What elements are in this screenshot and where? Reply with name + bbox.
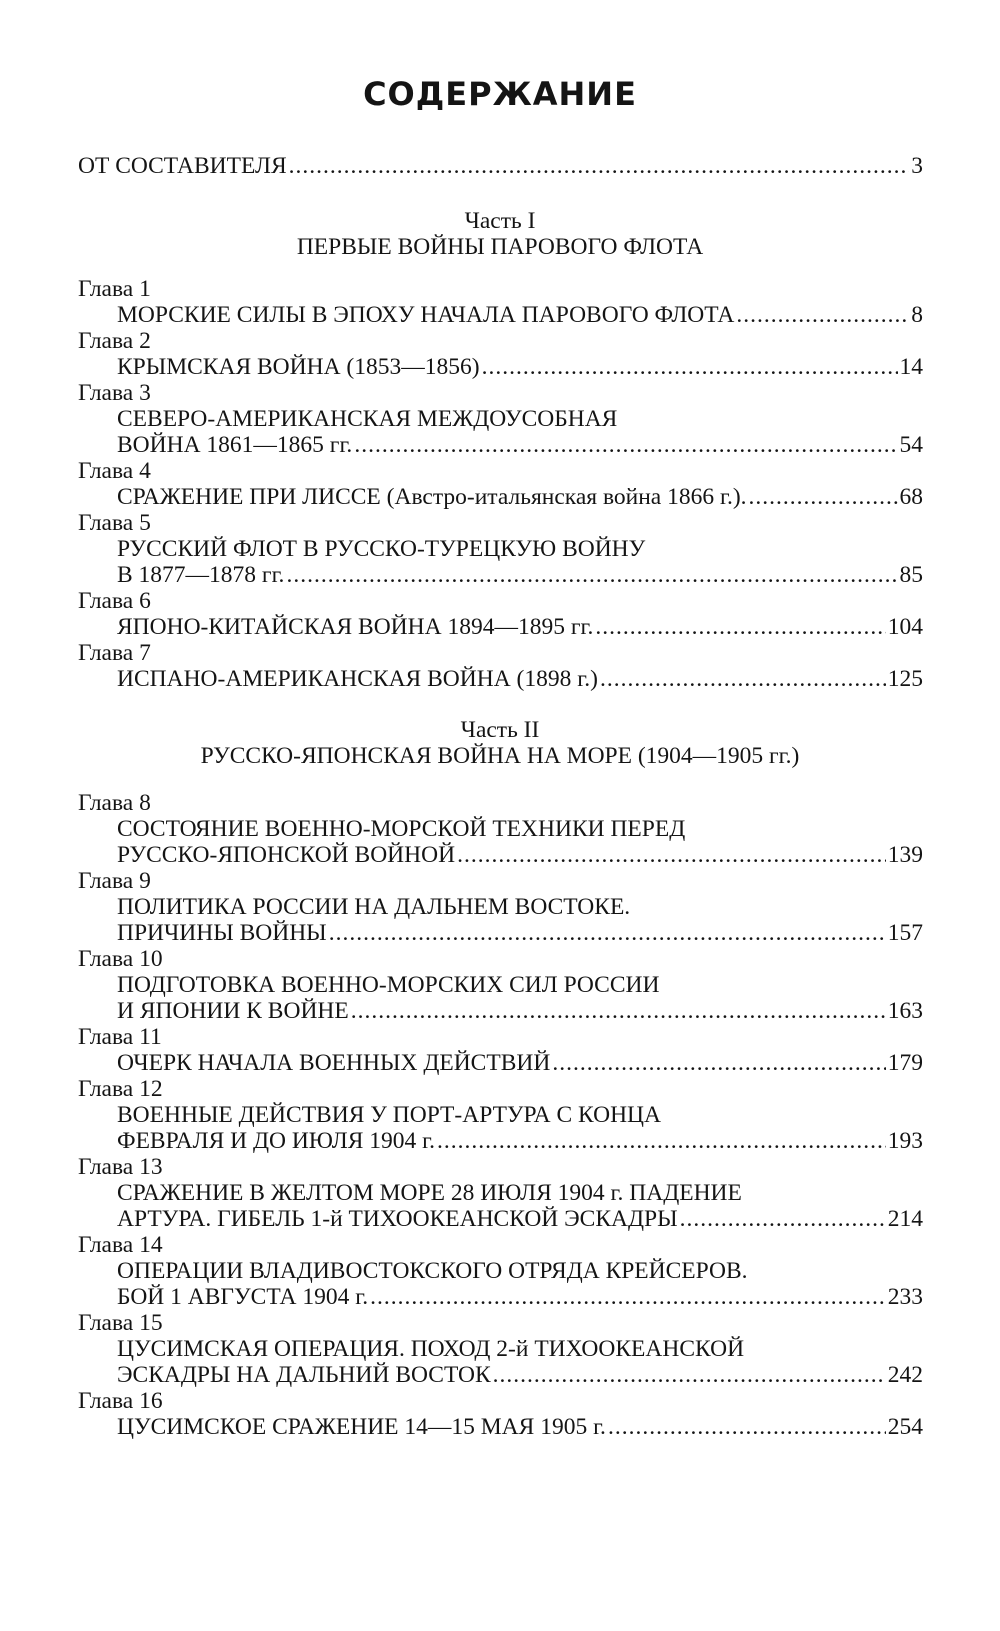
entry-title-line: ПОЛИТИКА РОССИИ НА ДАЛЬНЕМ ВОСТОКЕ. [117, 894, 631, 920]
entry-page-number: 254 [887, 1414, 923, 1440]
entry-title-line: РУССКИЙ ФЛОТ В РУССКО-ТУРЕЦКУЮ ВОЙНУ [117, 536, 646, 562]
entry-page-number: 68 [899, 484, 923, 510]
toc-entry[interactable] [117, 354, 923, 380]
page-title: СОДЕРЖАНИЕ [363, 75, 637, 113]
entry-page-number: 3 [911, 153, 923, 179]
entry-title: БОЙ 1 АВГУСТА 1904 г. [117, 1284, 369, 1310]
dot-leader [286, 562, 897, 588]
dot-leader [736, 302, 909, 328]
entry-title: ОТ СОСТАВИТЕЛЯ [78, 153, 287, 179]
dot-leader [749, 484, 898, 510]
toc-entry[interactable] [117, 998, 923, 1024]
dot-leader [608, 1414, 886, 1440]
toc-entry[interactable] [117, 1414, 923, 1440]
dot-leader [437, 1128, 886, 1154]
entry-title: ОЧЕРК НАЧАЛА ВОЕННЫХ ДЕЙСТВИЙ [117, 1050, 551, 1076]
dot-leader [552, 1050, 885, 1076]
entry-page-number: 8 [911, 302, 923, 328]
dot-leader [680, 1206, 886, 1232]
entry-title-line: СРАЖЕНИЕ В ЖЕЛТОМ МОРЕ 28 ИЮЛЯ 1904 г. ПАДЕНИЕ [117, 1180, 742, 1206]
chapter-label: Глава 3 [78, 380, 151, 406]
entry-title: И ЯПОНИИ К ВОЙНЕ [117, 998, 349, 1024]
entry-title-line: ЦУСИМСКАЯ ОПЕРАЦИЯ. ПОХОД 2-й ТИХООКЕАНСКОЙ [117, 1336, 745, 1362]
entry-title: ЭСКАДРЫ НА ДАЛЬНИЙ ВОСТОК [117, 1362, 491, 1388]
toc-entry[interactable] [117, 432, 923, 458]
entry-title: РУССКО-ЯПОНСКОЙ ВОЙНОЙ [117, 842, 456, 868]
dot-leader [457, 842, 886, 868]
toc-entry[interactable] [117, 484, 923, 510]
dot-leader [289, 153, 910, 179]
part-2-label: Часть II [460, 717, 540, 743]
chapter-label: Глава 2 [78, 328, 151, 354]
entry-title: ВОЙНА 1861—1865 гг. [117, 432, 353, 458]
entry-title: МОРСКИЕ СИЛЫ В ЭПОХУ НАЧАЛА ПАРОВОГО ФЛОТА [117, 302, 735, 328]
entry-page-number: 54 [899, 432, 923, 458]
part-2-name: РУССКО-ЯПОНСКАЯ ВОЙНА НА МОРЕ (1904—1905 гг.) [200, 743, 800, 769]
toc-entry[interactable] [117, 1050, 923, 1076]
toc-entry[interactable] [117, 302, 923, 328]
toc-entry[interactable] [117, 1284, 923, 1310]
entry-page-number: 163 [887, 998, 923, 1024]
toc-entry[interactable] [117, 666, 923, 692]
entry-title: ИСПАНО-АМЕРИКАНСКАЯ ВОЙНА (1898 г.) [117, 666, 598, 692]
entry-title: ЦУСИМСКОЕ СРАЖЕНИЕ 14—15 МАЯ 1905 г. [117, 1414, 606, 1440]
chapter-label: Глава 13 [78, 1154, 163, 1180]
chapter-label: Глава 16 [78, 1388, 163, 1414]
toc-entry[interactable] [117, 920, 923, 946]
dot-leader [493, 1362, 886, 1388]
entry-page-number: 214 [887, 1206, 923, 1232]
entry-title: В 1877—1878 гг. [117, 562, 285, 588]
dot-leader [482, 354, 898, 380]
dot-leader [370, 1284, 886, 1310]
part-1-label: Часть I [464, 208, 536, 234]
toc-entry[interactable] [117, 1362, 923, 1388]
chapter-label: Глава 9 [78, 868, 151, 894]
toc-entry[interactable] [117, 1128, 923, 1154]
dot-leader [329, 920, 886, 946]
chapter-label: Глава 4 [78, 458, 151, 484]
chapter-label: Глава 7 [78, 640, 151, 666]
toc-entry[interactable] [117, 842, 923, 868]
entry-page-number: 179 [887, 1050, 923, 1076]
dot-leader [595, 614, 885, 640]
chapter-label: Глава 11 [78, 1024, 162, 1050]
entry-page-number: 157 [887, 920, 923, 946]
entry-title-line: СЕВЕРО-АМЕРИКАНСКАЯ МЕЖДОУСОБНАЯ [117, 406, 618, 432]
chapter-label: Глава 8 [78, 790, 151, 816]
entry-page-number: 125 [887, 666, 923, 692]
entry-page-number: 193 [887, 1128, 923, 1154]
dot-leader [600, 666, 886, 692]
dot-leader [354, 432, 897, 458]
entry-page-number: 14 [899, 354, 923, 380]
entry-title: СРАЖЕНИЕ ПРИ ЛИССЕ (Австро-итальянская война 1866 г.). [117, 484, 747, 510]
entry-title: ЯПОНО-КИТАЙСКАЯ ВОЙНА 1894—1895 гг. [117, 614, 594, 640]
entry-page-number: 85 [899, 562, 923, 588]
entry-page-number: 233 [887, 1284, 923, 1310]
toc-entry[interactable] [117, 562, 923, 588]
chapter-label: Глава 15 [78, 1310, 163, 1336]
toc-entry-intro[interactable] [78, 153, 923, 179]
toc-entry[interactable] [117, 1206, 923, 1232]
entry-title: ПРИЧИНЫ ВОЙНЫ [117, 920, 327, 946]
entry-title: КРЫМСКАЯ ВОЙНА (1853—1856) [117, 354, 480, 380]
chapter-label: Глава 5 [78, 510, 151, 536]
toc-entry[interactable] [117, 614, 923, 640]
chapter-label: Глава 6 [78, 588, 151, 614]
entry-page-number: 242 [887, 1362, 923, 1388]
dot-leader [351, 998, 886, 1024]
part-1-name: ПЕРВЫЕ ВОЙНЫ ПАРОВОГО ФЛОТА [296, 234, 704, 260]
entry-title: АРТУРА. ГИБЕЛЬ 1-й ТИХООКЕАНСКОЙ ЭСКАДРЫ [117, 1206, 678, 1232]
chapter-label: Глава 14 [78, 1232, 163, 1258]
chapter-label: Глава 10 [78, 946, 163, 972]
entry-page-number: 104 [887, 614, 923, 640]
chapter-label: Глава 1 [78, 276, 151, 302]
entry-page-number: 139 [887, 842, 923, 868]
entry-title: ФЕВРАЛЯ И ДО ИЮЛЯ 1904 г. [117, 1128, 436, 1154]
chapter-label: Глава 12 [78, 1076, 163, 1102]
entry-title-line: ВОЕННЫЕ ДЕЙСТВИЯ У ПОРТ-АРТУРА С КОНЦА [117, 1102, 661, 1128]
entry-title-line: ОПЕРАЦИИ ВЛАДИВОСТОКСКОГО ОТРЯДА КРЕЙСЕРОВ. [117, 1258, 748, 1284]
entry-title-line: СОСТОЯНИЕ ВОЕННО-МОРСКОЙ ТЕХНИКИ ПЕРЕД [117, 816, 686, 842]
entry-title-line: ПОДГОТОВКА ВОЕННО-МОРСКИХ СИЛ РОССИИ [117, 972, 660, 998]
